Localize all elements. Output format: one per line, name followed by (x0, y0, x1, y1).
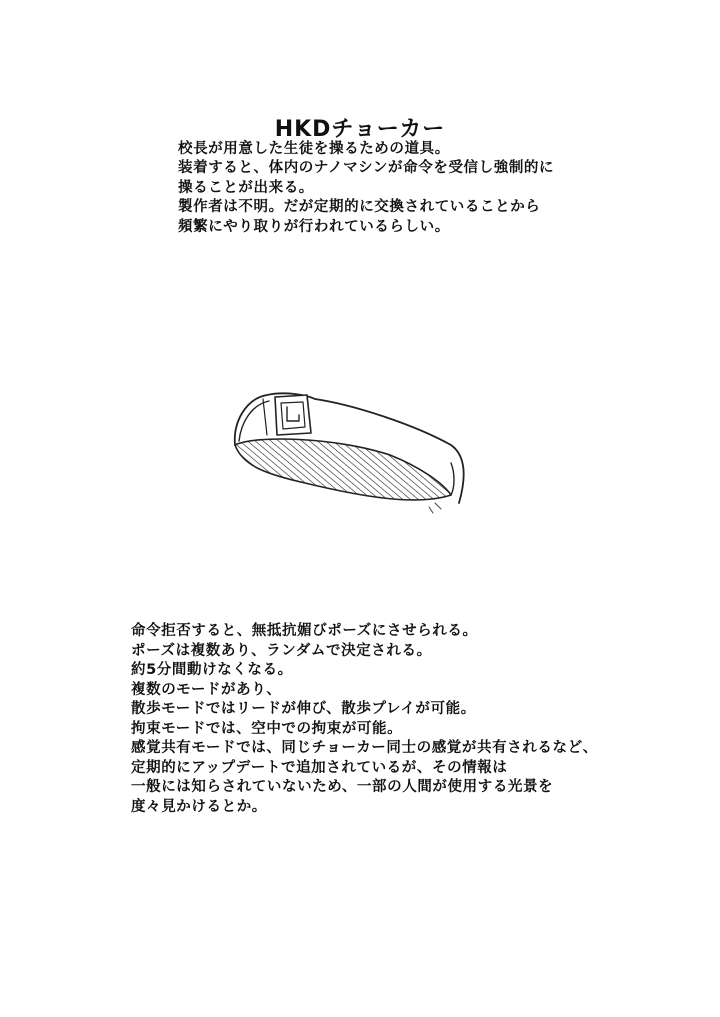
detail-line: 複数のモードがあり、 (131, 681, 282, 698)
detail-line: 散歩モードではリードが伸び、散歩プレイが可能。 (131, 701, 476, 717)
intro-line: 製作者は不明。だが定期的に交換されていることから (178, 199, 541, 216)
detail-line: ポーズは複数あり、ランダムで決定される。 (131, 642, 432, 659)
detail-line: 度々見かけるとか。 (131, 798, 267, 815)
intro-text (178, 140, 554, 237)
choker-sketch-icon (215, 375, 475, 525)
details-text (131, 622, 598, 817)
intro-line: 校長が用意した生徒を操るための道具。 (178, 141, 450, 157)
detail-line: 感覚共有モードでは、同じチョーカー同士の感覚が共有されるなど、 (131, 740, 598, 756)
detail-line: 拘束モードでは、空中での拘束が可能。 (131, 720, 403, 737)
intro-line: 頻繁にやり取りが行われているらしい。 (178, 218, 450, 235)
detail-line: 一般には知らされていないため、一部の人間が使用する光景を (131, 779, 554, 795)
detail-line: 命令拒否すると、無抵抗媚びポーズにさせられる。 (131, 623, 478, 639)
detail-line: 定期的にアップデートで追加されているが、その情報は (131, 759, 508, 776)
intro-line: 操ることが出来る。 (178, 179, 314, 196)
intro-line: 装着すると、体内のナノマシンが命令を受信し強制的に (178, 160, 555, 177)
page-title: HKDチョーカー (274, 117, 446, 142)
detail-line: 約5分間動けなくなる。 (131, 662, 293, 678)
